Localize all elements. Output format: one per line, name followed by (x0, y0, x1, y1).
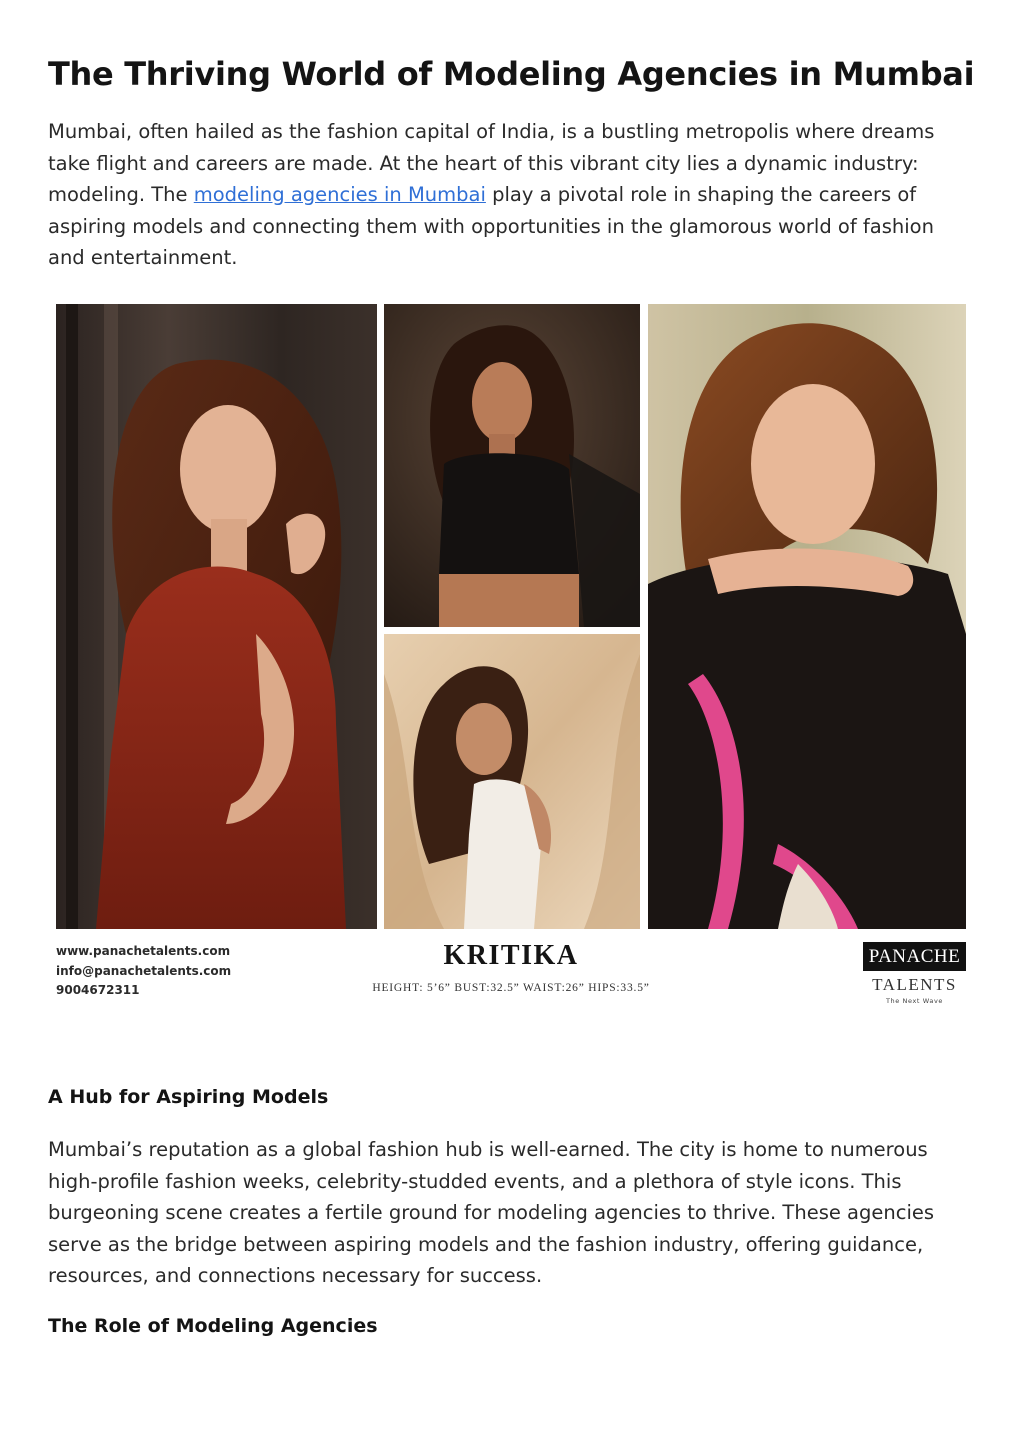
model-name: KRITIKA (443, 940, 579, 971)
model-photo-red-dress (56, 304, 377, 929)
section-paragraph-hub: Mumbai’s reputation as a global fashion hub is well-earned. The city is home to numerous high-profile fashion weeks, celebrity-studded events, and a plethora of style icons. This burgeoning scene creates a fertile ground for modeling agencies to thrive. These agencies serve as the bridge between aspiring models and the fashion industry, offering guidance, resources, and connections necessary for success. (48, 1138, 935, 1288)
agency-contact-block (56, 942, 231, 1001)
intro-paragraph (48, 116, 958, 274)
brand-logo-panache: PANACHE (863, 942, 966, 971)
model-photo-white-dress (384, 634, 640, 929)
model-photo-black-blouse (384, 304, 640, 627)
intro-text-start: Mumbai, often hailed as the fashion capital of India, is a bustling metropolis where dreams take flight and careers are made. At the heart of this vibrant city lies a dynamic industry: modeling. The (48, 120, 935, 207)
brand-tagline: The Next Wave (885, 997, 943, 1005)
model-composite-card (48, 296, 974, 1016)
intro-text-end: play a pivotal role in shaping the careers of aspiring models and connecting them with opportunities in the glamorous world of fashion and entertainment. (48, 183, 934, 270)
brand-logo-talents: TALENTS (872, 975, 957, 994)
page-title: The Thriving World of Modeling Agencies in Mumbai (48, 55, 975, 93)
agency-website: www.panachetalents.com (56, 944, 231, 958)
model-measurements: HEIGHT: 5’6” BUST:32.5” WAIST:26” HIPS:33.5” (372, 982, 650, 994)
section-heading-role: The Role of Modeling Agencies (48, 1315, 378, 1337)
model-photo-closeup (648, 304, 966, 929)
modeling-agencies-link[interactable]: modeling agencies in Mumbai (193, 183, 486, 207)
agency-phone: 9004672311 (56, 983, 140, 997)
section-heading-hub: A Hub for Aspiring Models (48, 1086, 329, 1108)
agency-email: info@panachetalents.com (56, 963, 232, 978)
